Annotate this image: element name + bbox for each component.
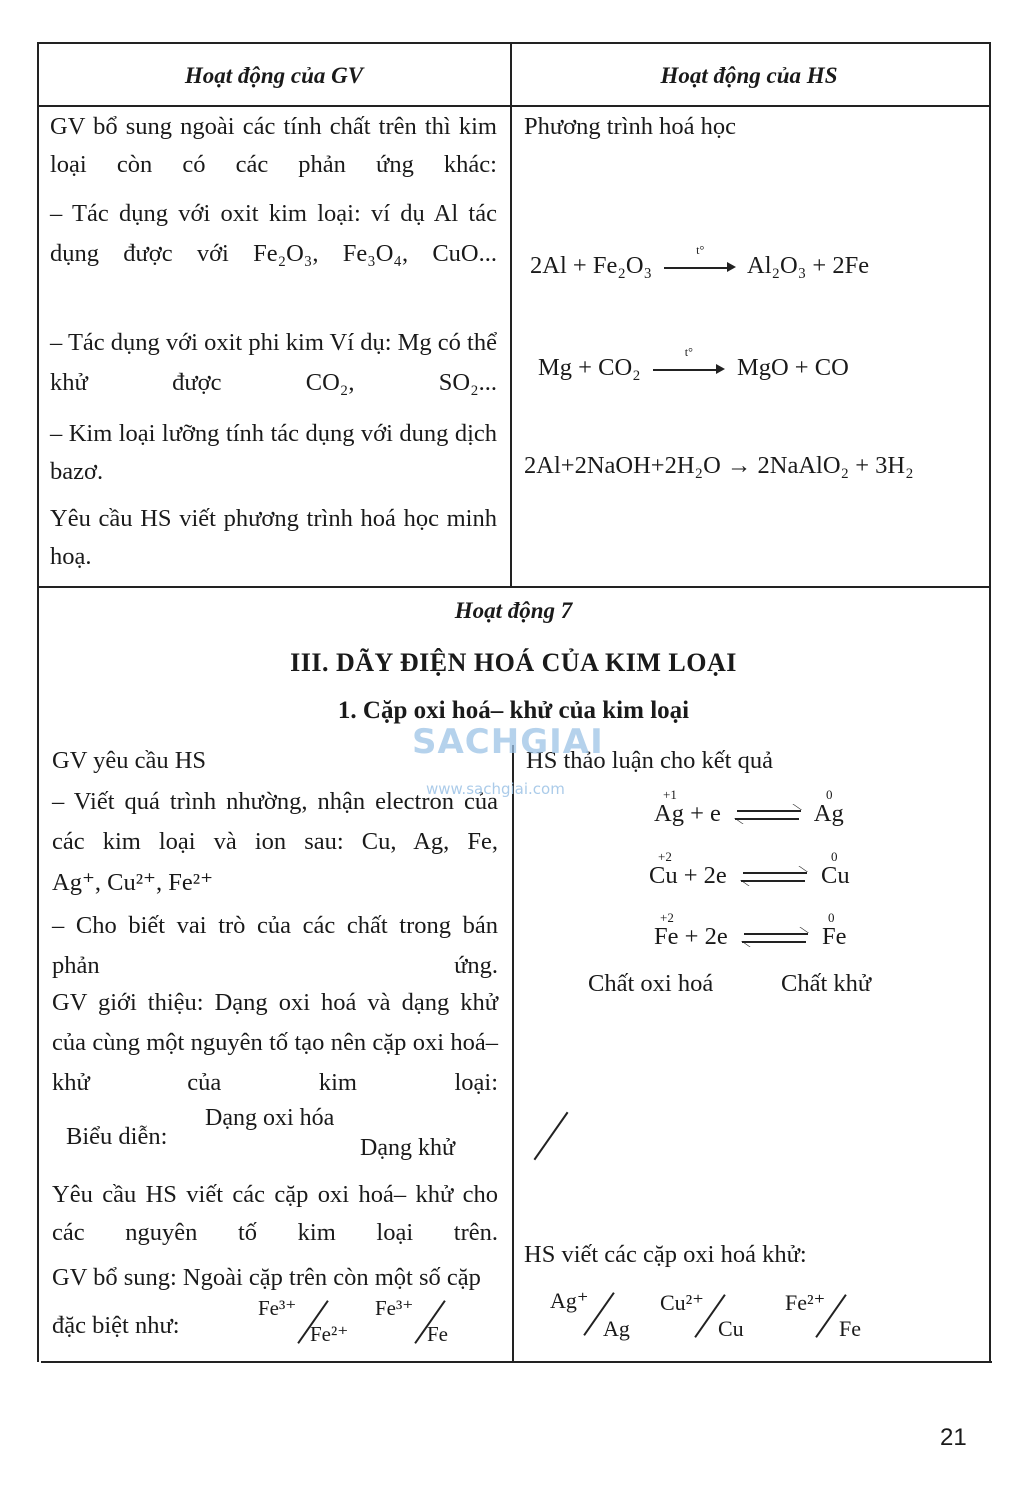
subsection-heading: 1. Cặp oxi hoá– khử của kim loại xyxy=(337,697,690,724)
row1-gv-para-2: – Tác dụng với oxit kim loại: ví dụ Al tác dụng được với Fe₂O₃, Fe₃O₄, CuO... xyxy=(50,200,497,267)
reaction-right: Cu xyxy=(821,862,850,889)
row2-hs-title: HS thảo luận cho kết quả xyxy=(526,747,773,774)
half-reaction xyxy=(649,862,850,890)
sachgiai-logo: SACHGIAI xyxy=(412,722,604,762)
equation-al-naoh: 2Al+2NaOH+2H₂O → 2NaAlO₂ + 3H₂ xyxy=(524,452,914,479)
half-reaction xyxy=(654,923,846,951)
row1-hs-title: Phương trình hoá học xyxy=(524,113,737,140)
row2-column-divider xyxy=(512,745,514,1362)
pair-numerator: Fe²⁺ xyxy=(785,1290,826,1315)
row2-gv-para-6-text: GV bổ sung: Ngoài cặp trên còn một số cặp đặc biệt như: xyxy=(52,1264,481,1339)
reduced-form: Dạng khử xyxy=(360,1135,455,1161)
table-top-border xyxy=(37,42,990,44)
row1-gv-text-4 xyxy=(50,415,497,491)
row2-gv-para-2-text: – Viết quá trình nhường, nhận electron của các kim loại và ion sau: Cu, Ag, Fe, xyxy=(52,788,498,855)
row1-gv-para-5: Yêu cầu HS viết phương trình hoá học minh hoạ. xyxy=(50,505,497,570)
heat-condition: t° xyxy=(684,345,693,360)
pair-denominator: Fe xyxy=(427,1322,448,1346)
row2-gv-para-5-text: Yêu cầu HS viết các cặp oxi hoá– khử cho các nguyên tố kim loại trên. xyxy=(52,1181,498,1246)
equation-mg-co2 xyxy=(538,345,849,382)
pair-denominator: Fe²⁺ xyxy=(310,1322,349,1346)
pair-denominator: Fe xyxy=(839,1316,861,1341)
oxidation-number: 0 xyxy=(831,849,838,864)
pair-denominator: Ag xyxy=(603,1316,630,1341)
represent-label: Biểu diễn: xyxy=(66,1123,168,1150)
row2-gv-para-5 xyxy=(52,1176,498,1252)
row2-gv-para-4-text: GV giới thiệu: Dạng oxi hoá và dạng khử của cùng một nguyên tố tạo nên cặp oxi hoá–khử của kim loại: xyxy=(52,989,498,1096)
row1-gv-para-1: GV bổ sung ngoài các tính chất trên thì kim loại còn có các phản ứng khác: xyxy=(50,113,497,178)
activity-7-title: Hoạt động 7 xyxy=(454,598,573,623)
oxidation-number: +2 xyxy=(658,849,672,864)
fraction-slash xyxy=(534,1112,569,1161)
reaction-left: Cu + 2e xyxy=(649,862,727,889)
equilibrium-arrow-icon xyxy=(735,807,801,823)
section-heading: III. DÃY ĐIỆN HOÁ CỦA KIM LOẠI xyxy=(290,648,737,677)
hs-pairs-title: HS viết các cặp oxi hoá khử: xyxy=(524,1241,807,1268)
pair-numerator: Cu²⁺ xyxy=(660,1290,704,1315)
oxidizer-label: Chất oxi hoá xyxy=(588,970,714,997)
oxidation-number: +1 xyxy=(663,787,677,802)
table-bottom-border xyxy=(41,1361,992,1363)
reaction-arrow-icon xyxy=(664,243,736,277)
row1-gv-para-4: – Kim loại lưỡng tính tác dụng với dung dịch bazơ. xyxy=(50,420,497,485)
row1-gv-text-2 xyxy=(50,194,497,274)
reaction-left: Ag + e xyxy=(654,800,721,827)
sachgiai-url: www.sachgiai.com xyxy=(426,780,565,798)
oxidized-form: Dạng oxi hóa xyxy=(205,1105,335,1131)
reaction-left: Fe + 2e xyxy=(654,923,728,950)
row1-column-divider xyxy=(510,42,512,587)
reaction-right: Ag xyxy=(813,800,844,827)
row1-gv-text xyxy=(50,108,497,184)
oxidation-number: 0 xyxy=(828,910,835,925)
header-hs: Hoạt động của HS xyxy=(660,63,838,88)
pair-denominator: Cu xyxy=(718,1316,744,1341)
row1-gv-para-3: – Tác dụng với oxit phi kim Ví dụ: Mg có thể khử được CO₂, SO₂... xyxy=(50,329,497,396)
heat-condition: t° xyxy=(696,243,705,258)
row2-gv-ions: Ag⁺, Cu²⁺, Fe²⁺ xyxy=(52,869,214,896)
equation-al-fe2o3 xyxy=(530,243,870,280)
header-bottom-border xyxy=(37,105,990,107)
equilibrium-arrow-icon xyxy=(741,869,807,885)
reducer-label: Chất khử xyxy=(781,970,872,997)
pair-numerator: Fe³⁺ xyxy=(258,1296,297,1320)
equation-2-left: Mg + CO₂ xyxy=(538,354,641,381)
header-gv: Hoạt động của GV xyxy=(184,63,364,88)
equation-2-right: MgO + CO xyxy=(736,354,849,381)
equation-1-right: Al₂O₃ + 2Fe xyxy=(747,252,870,279)
half-reaction xyxy=(654,800,844,828)
oxidation-number: +2 xyxy=(660,910,674,925)
pair-numerator: Fe³⁺ xyxy=(375,1296,414,1320)
row2-gv-para-4 xyxy=(52,983,498,1103)
oxidation-number: 0 xyxy=(826,787,833,802)
row1-gv-text-5 xyxy=(50,500,497,576)
row2-gv-para-3 xyxy=(52,906,498,986)
equation-1-left: 2Al + Fe₂O₃ xyxy=(530,252,653,279)
equilibrium-arrow-icon xyxy=(742,930,808,946)
reaction-right: Fe xyxy=(821,923,847,950)
row2-gv-para-1: GV yêu cầu HS xyxy=(52,747,207,774)
page-number: 21 xyxy=(940,1424,967,1451)
pair-numerator: Ag⁺ xyxy=(550,1288,589,1313)
row1-gv-text-3 xyxy=(50,323,497,403)
row2-gv-para-3-text: – Cho biết vai trò của các chất trong bán phản ứng. xyxy=(52,912,498,979)
row1-bottom-border xyxy=(37,586,990,588)
reaction-arrow-icon xyxy=(653,345,725,379)
